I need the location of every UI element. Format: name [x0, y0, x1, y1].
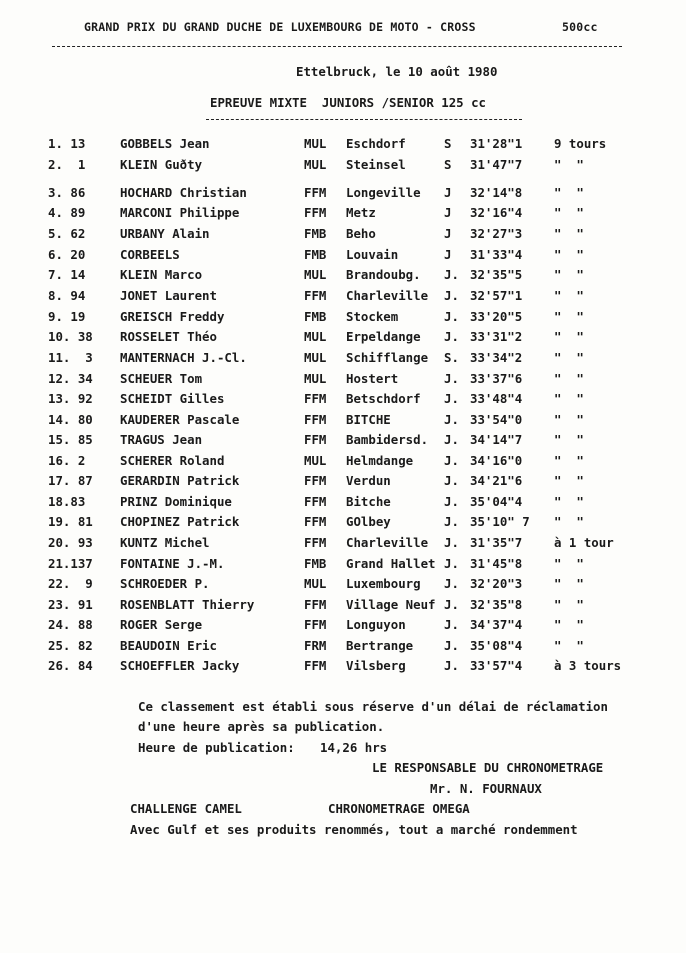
- result-rank: 25. 82: [48, 638, 93, 653]
- rider-town: Verdun: [346, 473, 391, 488]
- rider-category: J: [444, 205, 452, 220]
- laps-completed: " ": [554, 473, 584, 488]
- result-rank: 22. 9: [48, 576, 93, 591]
- rider-category: J.: [444, 514, 459, 529]
- race-time: 32'57"1: [470, 288, 523, 303]
- rider-federation: FFM: [304, 432, 327, 447]
- result-row: [0, 432, 686, 452]
- rider-town: Grand Hallet: [346, 556, 436, 571]
- rider-federation: FMB: [304, 309, 327, 324]
- result-row: [0, 473, 686, 493]
- rider-federation: MUL: [304, 157, 327, 172]
- result-row: [0, 638, 686, 658]
- rider-category: J.: [444, 391, 459, 406]
- rider-name: PRINZ Dominique: [120, 494, 232, 509]
- reservation-note-line2: d'une heure après sa publication.: [138, 719, 385, 734]
- rider-category: J.: [444, 617, 459, 632]
- rider-name: URBANY Alain: [120, 226, 210, 241]
- race-time: 31'45"8: [470, 556, 523, 571]
- race-time: 34'37"4: [470, 617, 523, 632]
- rider-federation: MUL: [304, 136, 327, 151]
- rider-town: Betschdorf: [346, 391, 421, 406]
- result-rank: 1. 13: [48, 136, 86, 151]
- rider-town: Beho: [346, 226, 376, 241]
- rider-federation: FFM: [304, 494, 327, 509]
- result-row: [0, 453, 686, 473]
- title-divider: [52, 46, 622, 47]
- rider-name: SCHEIDT Gilles: [120, 391, 225, 406]
- result-rank: 16. 2: [48, 453, 86, 468]
- race-time: 33'48"4: [470, 391, 523, 406]
- result-rank: 18.83: [48, 494, 86, 509]
- timing-sponsor: CHRONOMETRAGE OMEGA: [328, 801, 470, 816]
- rider-name: KAUDERER Pascale: [120, 412, 240, 427]
- rider-category: J.: [444, 473, 459, 488]
- result-rank: 6. 20: [48, 247, 86, 262]
- rider-name: KUNTZ Michel: [120, 535, 210, 550]
- rider-category: J.: [444, 556, 459, 571]
- rider-name: CHOPINEZ Patrick: [120, 514, 240, 529]
- rider-federation: MUL: [304, 576, 327, 591]
- result-row: [0, 556, 686, 576]
- result-row: [0, 157, 686, 177]
- rider-category: J.: [444, 453, 459, 468]
- race-time: 33'54"0: [470, 412, 523, 427]
- rider-category: J.: [444, 658, 459, 673]
- laps-completed: 9 tours: [554, 136, 607, 151]
- laps-completed: " ": [554, 205, 584, 220]
- rider-category: J: [444, 185, 452, 200]
- rider-federation: FFM: [304, 288, 327, 303]
- race-time: 33'57"4: [470, 658, 523, 673]
- rider-town: Village Neuf: [346, 597, 436, 612]
- result-row: [0, 267, 686, 287]
- result-row: [0, 247, 686, 267]
- laps-completed: " ": [554, 432, 584, 447]
- laps-completed: " ": [554, 576, 584, 591]
- race-time: 34'21"6: [470, 473, 523, 488]
- rider-federation: MUL: [304, 350, 327, 365]
- laps-completed: " ": [554, 157, 584, 172]
- race-time: 35'04"4: [470, 494, 523, 509]
- laps-completed: " ": [554, 247, 584, 262]
- rider-federation: FFM: [304, 473, 327, 488]
- laps-completed: " ": [554, 617, 584, 632]
- rider-name: CORBEELS: [120, 247, 180, 262]
- result-rank: 11. 3: [48, 350, 93, 365]
- rider-federation: FMB: [304, 556, 327, 571]
- result-row: [0, 597, 686, 617]
- document-title: GRAND PRIX DU GRAND DUCHE DE LUXEMBOURG DE MOTO - CROSS: [84, 20, 476, 34]
- rider-town: Longeville: [346, 185, 421, 200]
- laps-completed: " ": [554, 514, 584, 529]
- rider-category: J.: [444, 597, 459, 612]
- race-time: 33'31"2: [470, 329, 523, 344]
- result-row: [0, 391, 686, 411]
- closing-remark: Avec Gulf et ses produits renommés, tout a marché rondemment: [130, 822, 578, 837]
- result-rank: 8. 94: [48, 288, 86, 303]
- rider-name: ROSENBLATT Thierry: [120, 597, 255, 612]
- rider-federation: FFM: [304, 514, 327, 529]
- rider-federation: FMB: [304, 226, 327, 241]
- rider-town: Stockem: [346, 309, 399, 324]
- laps-completed: " ": [554, 638, 584, 653]
- laps-completed: " ": [554, 412, 584, 427]
- rider-federation: FFM: [304, 658, 327, 673]
- laps-completed: " ": [554, 371, 584, 386]
- rider-town: GOlbey: [346, 514, 391, 529]
- race-time: 32'16"4: [470, 205, 523, 220]
- laps-completed: " ": [554, 556, 584, 571]
- race-time: 34'16"0: [470, 453, 523, 468]
- rider-name: SCHERER Roland: [120, 453, 225, 468]
- result-rank: 23. 91: [48, 597, 93, 612]
- rider-federation: MUL: [304, 371, 327, 386]
- race-time: 31'35"7: [470, 535, 523, 550]
- result-rank: 9. 19: [48, 309, 86, 324]
- rider-category: S: [444, 136, 452, 151]
- laps-completed: " ": [554, 185, 584, 200]
- laps-completed: " ": [554, 597, 584, 612]
- race-time: 32'14"8: [470, 185, 523, 200]
- rider-town: Hostert: [346, 371, 399, 386]
- race-time: 35'08"4: [470, 638, 523, 653]
- rider-category: J.: [444, 288, 459, 303]
- rider-category: J: [444, 226, 452, 241]
- result-row: [0, 185, 686, 205]
- result-row: [0, 371, 686, 391]
- event-underline: [206, 119, 522, 120]
- laps-completed: " ": [554, 288, 584, 303]
- rider-town: Erpeldange: [346, 329, 421, 344]
- place-date: Ettelbruck, le 10 août 1980: [296, 64, 498, 79]
- challenge-sponsor: CHALLENGE CAMEL: [130, 801, 242, 816]
- rider-name: TRAGUS Jean: [120, 432, 203, 447]
- rider-town: Vilsberg: [346, 658, 406, 673]
- laps-completed: " ": [554, 350, 584, 365]
- rider-name: KLEIN Marco: [120, 267, 203, 282]
- timing-manager-name: Mr. N. FOURNAUX: [430, 781, 542, 796]
- rider-town: Bitche: [346, 494, 391, 509]
- rider-town: Charleville: [346, 535, 429, 550]
- rider-federation: FRM: [304, 638, 327, 653]
- rider-federation: FFM: [304, 185, 327, 200]
- rider-federation: FFM: [304, 412, 327, 427]
- result-rank: 26. 84: [48, 658, 93, 673]
- race-time: 33'37"6: [470, 371, 523, 386]
- rider-federation: MUL: [304, 329, 327, 344]
- rider-town: Brandoubg.: [346, 267, 421, 282]
- result-rank: 3. 86: [48, 185, 86, 200]
- race-time: 32'35"5: [470, 267, 523, 282]
- rider-name: GOBBELS Jean: [120, 136, 210, 151]
- rider-name: MARCONI Philippe: [120, 205, 240, 220]
- rider-town: Eschdorf: [346, 136, 406, 151]
- rider-category: J.: [444, 267, 459, 282]
- rider-name: ROSSELET Théo: [120, 329, 217, 344]
- result-row: [0, 617, 686, 637]
- race-time: 33'20"5: [470, 309, 523, 324]
- rider-name: BEAUDOIN Eric: [120, 638, 217, 653]
- race-time: 33'34"2: [470, 350, 523, 365]
- laps-completed: à 3 tours: [554, 658, 622, 673]
- rider-category: J.: [444, 494, 459, 509]
- rider-category: J: [444, 247, 452, 262]
- publication-label: Heure de publication:: [138, 740, 295, 755]
- rider-town: BITCHE: [346, 412, 391, 427]
- rider-federation: FFM: [304, 597, 327, 612]
- rider-category: J.: [444, 432, 459, 447]
- laps-completed: " ": [554, 226, 584, 241]
- rider-federation: MUL: [304, 267, 327, 282]
- result-row: [0, 494, 686, 514]
- rider-town: Bambidersd.: [346, 432, 429, 447]
- result-rank: 14. 80: [48, 412, 93, 427]
- result-rank: 12. 34: [48, 371, 93, 386]
- race-time: 32'35"8: [470, 597, 523, 612]
- race-time: 32'20"3: [470, 576, 523, 591]
- result-rank: 24. 88: [48, 617, 93, 632]
- result-rank: 2. 1: [48, 157, 86, 172]
- rider-town: Bertrange: [346, 638, 414, 653]
- laps-completed: à 1 tour: [554, 535, 614, 550]
- result-row: [0, 205, 686, 225]
- race-time: 31'33"4: [470, 247, 523, 262]
- result-rank: 7. 14: [48, 267, 86, 282]
- rider-town: Schifflange: [346, 350, 429, 365]
- laps-completed: " ": [554, 329, 584, 344]
- publication-time: 14,26 hrs: [320, 740, 388, 755]
- rider-town: Metz: [346, 205, 376, 220]
- result-row: [0, 288, 686, 308]
- rider-town: Longuyon: [346, 617, 406, 632]
- rider-name: FONTAINE J.-M.: [120, 556, 225, 571]
- result-row: [0, 412, 686, 432]
- rider-name: JONET Laurent: [120, 288, 217, 303]
- result-rank: 10. 38: [48, 329, 93, 344]
- rider-town: Steinsel: [346, 157, 406, 172]
- result-row: [0, 350, 686, 370]
- laps-completed: " ": [554, 494, 584, 509]
- rider-name: GERARDIN Patrick: [120, 473, 240, 488]
- rider-name: SCHOEFFLER Jacky: [120, 658, 240, 673]
- result-rank: 5. 62: [48, 226, 86, 241]
- result-rank: 13. 92: [48, 391, 93, 406]
- result-rank: 21.137: [48, 556, 93, 571]
- rider-name: HOCHARD Christian: [120, 185, 247, 200]
- reservation-note-line1: Ce classement est établi sous réserve d'un délai de réclamation: [138, 699, 608, 714]
- result-rank: 17. 87: [48, 473, 93, 488]
- rider-category: S.: [444, 350, 459, 365]
- result-row: [0, 658, 686, 678]
- result-row: [0, 535, 686, 555]
- laps-completed: " ": [554, 309, 584, 324]
- rider-town: Charleville: [346, 288, 429, 303]
- laps-completed: " ": [554, 391, 584, 406]
- rider-federation: FFM: [304, 391, 327, 406]
- race-time: 31'47"7: [470, 157, 523, 172]
- result-rank: 20. 93: [48, 535, 93, 550]
- rider-name: SCHROEDER P.: [120, 576, 210, 591]
- rider-town: Helmdange: [346, 453, 414, 468]
- laps-completed: " ": [554, 453, 584, 468]
- rider-name: MANTERNACH J.-Cl.: [120, 350, 247, 365]
- rider-category: J.: [444, 309, 459, 324]
- race-time: 31'28"1: [470, 136, 523, 151]
- timing-manager-title: LE RESPONSABLE DU CHRONOMETRAGE: [372, 760, 604, 775]
- result-row: [0, 309, 686, 329]
- race-time: 34'14"7: [470, 432, 523, 447]
- result-row: [0, 576, 686, 596]
- result-rank: 19. 81: [48, 514, 93, 529]
- rider-category: S: [444, 157, 452, 172]
- rider-town: Louvain: [346, 247, 399, 262]
- result-row: [0, 226, 686, 246]
- result-row: [0, 329, 686, 349]
- event-title: EPREUVE MIXTE JUNIORS /SENIOR 125 cc: [210, 95, 487, 110]
- rider-category: J.: [444, 638, 459, 653]
- result-rank: 15. 85: [48, 432, 93, 447]
- rider-name: ROGER Serge: [120, 617, 203, 632]
- race-time: 32'27"3: [470, 226, 523, 241]
- rider-federation: FFM: [304, 205, 327, 220]
- rider-name: SCHEUER Tom: [120, 371, 203, 386]
- rider-category: J.: [444, 576, 459, 591]
- engine-class: 500cc: [562, 20, 598, 34]
- rider-name: KLEIN Guðty: [120, 157, 203, 172]
- rider-federation: FMB: [304, 247, 327, 262]
- rider-federation: MUL: [304, 453, 327, 468]
- rider-category: J.: [444, 412, 459, 427]
- result-rank: 4. 89: [48, 205, 86, 220]
- result-row: [0, 136, 686, 156]
- rider-town: Luxembourg: [346, 576, 421, 591]
- rider-federation: FFM: [304, 535, 327, 550]
- rider-federation: FFM: [304, 617, 327, 632]
- rider-category: J.: [444, 329, 459, 344]
- result-row: [0, 514, 686, 534]
- race-time: 35'10" 7: [470, 514, 530, 529]
- laps-completed: " ": [554, 267, 584, 282]
- rider-category: J.: [444, 371, 459, 386]
- rider-category: J.: [444, 535, 459, 550]
- rider-name: GREISCH Freddy: [120, 309, 225, 324]
